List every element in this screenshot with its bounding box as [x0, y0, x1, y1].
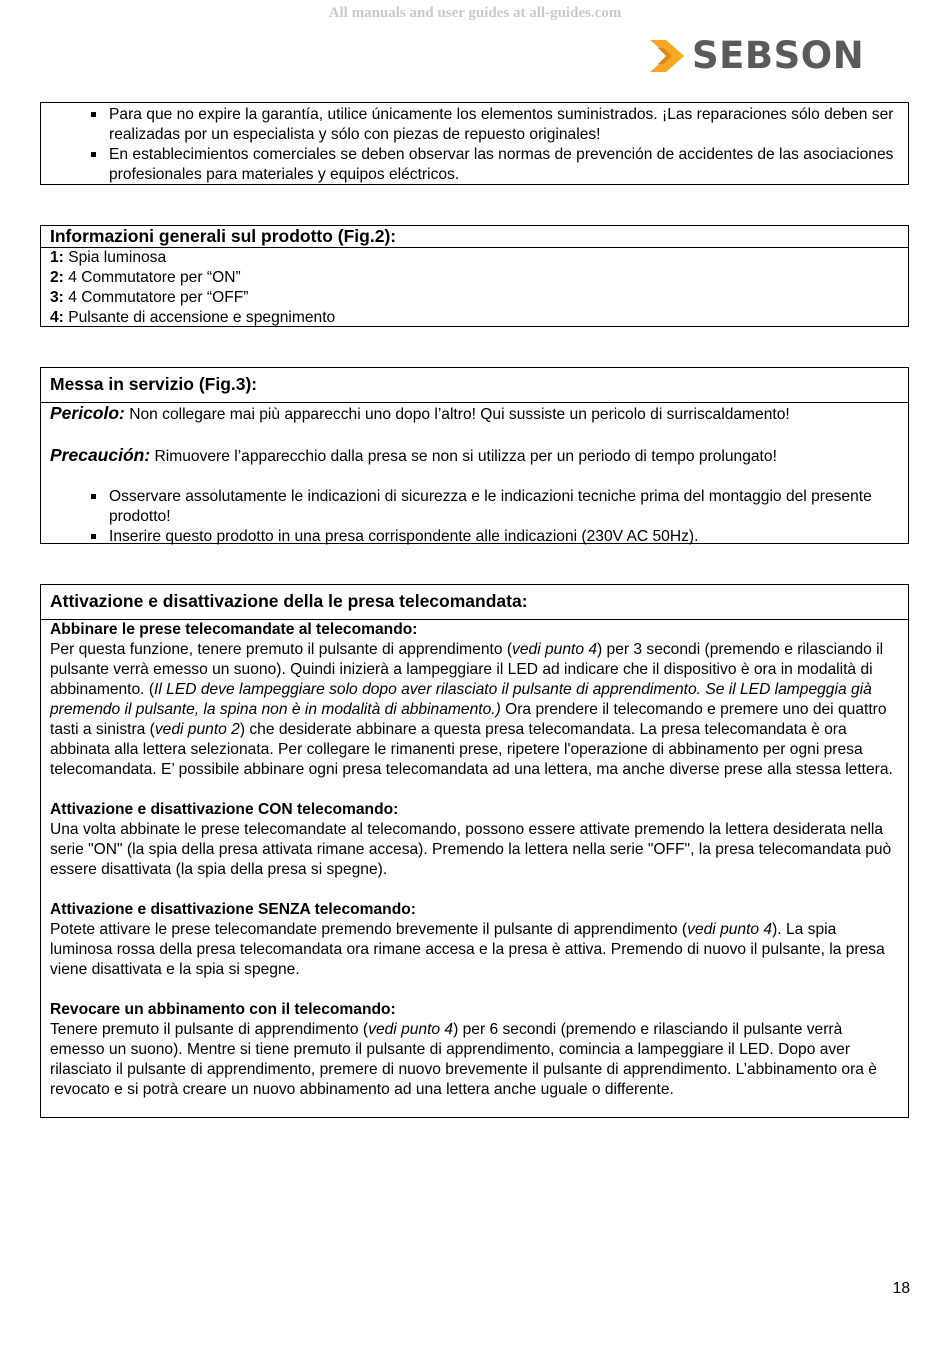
intro-box [40, 102, 909, 185]
item-text: Spia luminosa [63, 249, 167, 266]
item-number: 4: [50, 309, 64, 326]
revoke-heading: Revocare un abbinamento con il telecomando: [50, 1001, 396, 1018]
danger-label: Pericolo: [50, 403, 125, 423]
text-run: Tenere premuto il pulsante di apprendimento ( [50, 1021, 369, 1038]
with-remote-text: Una volta abbinate le prese telecomandate al telecomando, possono essere attivate premendo la lettera desiderata nella serie "ON" (la spia della presa attivata rimane accesa). Premendo la lettera nella serie "OFF", la presa telecomandata può essere disattivata (la spia della presa si spegne). [50, 821, 892, 878]
service-box [40, 367, 909, 544]
intro-bullet-list [50, 105, 899, 185]
list-item [50, 308, 899, 328]
list-item [50, 288, 899, 308]
item-number: 1: [50, 249, 64, 266]
page-number: 18 [892, 1280, 910, 1297]
danger-warning [50, 403, 899, 425]
section-title: Attivazione e disattivazione della le presa telecomandata: [41, 585, 908, 620]
text-run-italic: vedi punto 4 [512, 641, 598, 658]
list-item [50, 248, 899, 268]
pairing-text [50, 640, 899, 780]
without-remote-heading: Attivazione e disattivazione SENZA telecomando: [50, 901, 416, 918]
item-number: 3: [50, 289, 64, 306]
text-run: ) per 6 secondi (premendo e rilasciando il pulsante verrà emesso un suono). Mentre si tiene premuto il pulsante di apprendimento, comincia a lampeggiare il LED. Dopo aver rilasciato il pulsante di apprendimento, premere di nuovo brevemente il pulsante di apprendimento. L’abbinamento ora è revocato e si potrà creare un nuovo abbinamento ad una lettera anche uguale o differente. [50, 1021, 877, 1098]
caution-warning [50, 445, 899, 467]
with-remote-heading: Attivazione e disattivazione CON telecomando: [50, 801, 399, 818]
danger-text: Non collegare mai più apparecchi uno dopo l’altro! Qui sussiste un pericolo di surriscaldamento! [124, 406, 790, 423]
service-bullet-list [50, 487, 899, 547]
without-remote-text [50, 920, 899, 980]
list-item: Para que no expire la garantía, utilice únicamente los elementos suministrados. ¡Las reparaciones sólo deben ser realizadas por un especialista y sólo con piezas de repuesto originales! [50, 105, 899, 145]
section-title: Messa in servizio (Fig.3): [41, 368, 908, 403]
revoke-text [50, 1020, 899, 1100]
text-run: Per questa funzione, tenere premuto il pulsante di apprendimento ( [50, 641, 513, 658]
item-number: 2: [50, 269, 64, 286]
text-run-italic: Il LED deve lampeggiare solo dopo aver rilasciato il pulsante di apprendimento. Se il LED lampeggia già premendo il pulsante, la spina non è in modalità di abbinamento.) [50, 681, 872, 718]
list-item: En establecimientos comerciales se deben observar las normas de prevención de accidentes de las asociaciones profesionales para materiales y equipos eléctricos. [50, 145, 899, 185]
brand-name: SEBSON [692, 34, 865, 77]
text-run: Ora prendere il telecomando e premere uno dei quattro tasti a sinistra ( [50, 701, 887, 738]
text-run-italic: vedi punto 4 [687, 921, 773, 938]
caution-text: Rimuovere l’apparecchio dalla presa se non si utilizza per un periodo di tempo prolungato! [150, 448, 777, 465]
general-info-box [40, 225, 909, 327]
pairing-heading: Abbinare le prese telecomandate al telecomando: [50, 621, 418, 638]
list-item: Osservare assolutamente le indicazioni di sicurezza e le indicazioni tecniche prima del montaggio del presente prodotto! [50, 487, 899, 527]
text-run-italic: vedi punto 2 [154, 721, 240, 738]
item-text: Pulsante di accensione e spegnimento [63, 309, 336, 326]
brand-chevron-icon [648, 38, 686, 74]
item-text: 4 Commutatore per “OFF” [63, 289, 249, 306]
section-title: Informazioni generali sul prodotto (Fig.2): [41, 226, 908, 248]
text-run: ) che desiderate abbinare a questa presa telecomandata. La presa telecomandata è ora abbinata alla lettera selezionata. Per collegare le rimanenti prese, ripetere l'operazione di abbinamento per ogni presa telecomandata. E’ possibile abbinare ogni presa telecomandata ad una lettera, ma anche diverse prese alla stessa lettera. [50, 721, 893, 778]
brand-logo [648, 36, 864, 76]
text-run: ) per 3 secondi (premendo e rilasciando il pulsante verrà emesso un suono). Quindi inizierà a lampeggiare il LED ad indicare che il dispositivo è ora in modalità di abbinamento. ( [50, 641, 884, 698]
text-run-italic: vedi punto 4 [368, 1021, 454, 1038]
text-run: Potete attivare le prese telecomandate premendo brevemente il pulsante di apprendimento ( [50, 921, 688, 938]
activation-box [40, 584, 909, 1118]
caution-label: Precaución: [50, 445, 151, 465]
list-item: Inserire questo prodotto in una presa corrispondente alle indicazioni (230V AC 50Hz). [50, 527, 899, 547]
item-text: 4 Commutatore per “ON” [63, 269, 241, 286]
watermark-text: All manuals and user guides at all-guides.com [328, 5, 622, 21]
list-item [50, 268, 899, 288]
text-run: ). La spia luminosa rossa della presa telecomandata ora rimane accesa e la presa è attiva. Premendo di nuovo il pulsante, la presa viene disattivata e la spia si spegne. [50, 921, 885, 978]
